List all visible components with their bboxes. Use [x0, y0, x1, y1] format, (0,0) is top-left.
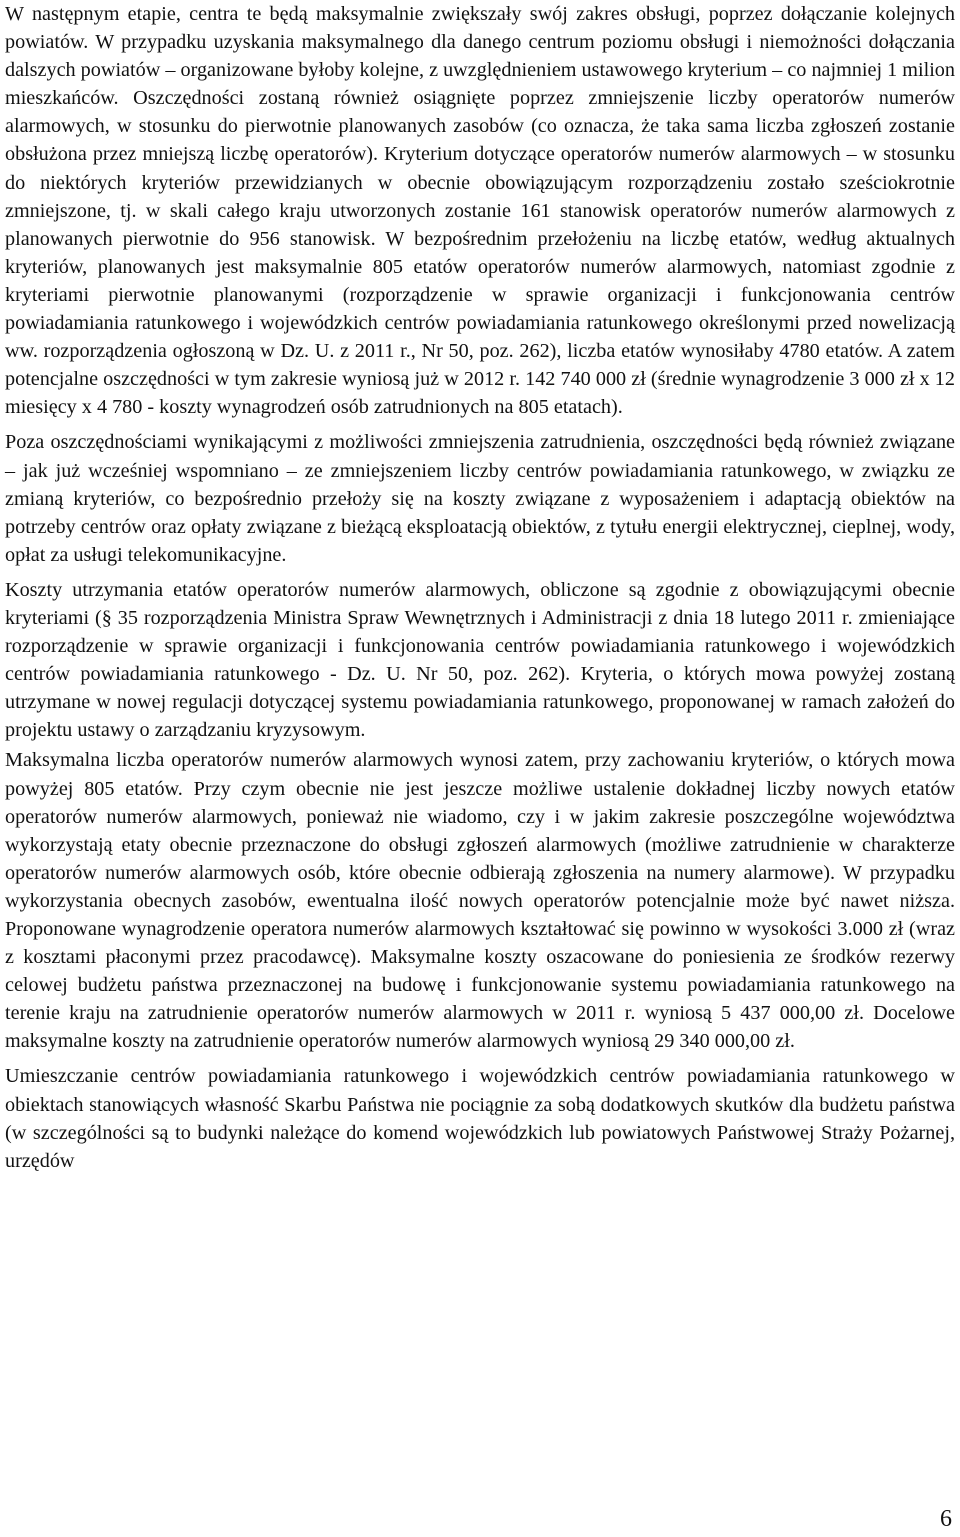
document-page: [5, 0, 955, 1175]
paragraph-savings-operators: W następnym etapie, centra te będą maksymalnie zwiększały swój zakres obsługi, poprzez dołączanie kolejnych powiatów. W przypadku uzyskania maksymalnego dla danego centrum poziomu obsługi i niemożności dołączania dalszych powiatów – organizowane byłoby kolejne, z uwzględnieniem ustawowego kryterium – co najmniej 1 milion mieszkańców. Oszczędności zostaną również osiągnięte poprzez zmniejszenie liczby operatorów numerów alarmowych, w stosunku do pierwotnie planowanych zasobów (co oznacza, że taka sama liczba zgłoszeń zostanie obsłużona przez mniejszą liczbę operatorów). Kryterium dotyczące operatorów numerów alarmowych – w stosunku do niektórych kryteriów przewidzianych w obecnie obowiązującym rozporządzeniu zostało sześciokrotnie zmniejszone, tj. w skali całego kraju utworzonych zostanie 161 stanowisk operatorów numerów alarmowych z planowanych pierwotnie do 956 stanowisk. W bezpośrednim przełożeniu na liczbę etatów, według aktualnych kryteriów, planowanych jest maksymalnie 805 etatów operatorów numerów alarmowych, natomiast zgodnie z kryteriami pierwotnie planowanymi (rozporządzenie w sprawie organizacji i funkcjonowania centrów powiadamiania ratunkowego i wojewódzkich centrów powiadamiania ratunkowego określonymi przed nowelizacją ww. rozporządzenia ogłoszoną w Dz. U. z 2011 r., Nr 50, poz. 262), liczba etatów wynosiłaby 4780 etatów. A zatem potencjalne oszczędności w tym zakresie wyniosą już w 2012 r. 142 740 000 zł (średnie wynagrodzenie 3 000 zł x 12 miesięcy x 4 780 - koszty wynagrodzeń osób zatrudnionych na 805 etatach).: [5, 3, 955, 419]
paragraph-max-operators: Maksymalna liczba operatorów numerów alarmowych wynosi zatem, przy zachowaniu kryteriów, o których mowa powyżej 805 etatów. Przy czym obecnie nie jest jeszcze możliwe ustalenie dokładnej liczby nowych etatów operatorów numerów alarmowych, ponieważ nie wiadomo, czy i w jakim zakresie poszczególne województwa wykorzystają etaty obecnie przeznaczone do obsługi zgłoszeń alarmowych (możliwe zatrudnienie w charakterze operatorów numerów alarmowych osób, które obecnie odbierają zgłoszenia na numery alarmowe). W przypadku wykorzystania obecnych zasobów, ewentualna ilość nowych operatorów potencjalnie może być nawet niższa. Proponowane wynagrodzenie operatora numerów alarmowych kształtować się powinno w wysokości 3.000 zł (wraz z kosztami płaconymi przez pracodawcę). Maksymalne koszty oszacowane do poniesienia ze środków rezerwy celowej budżetu państwa przeznaczonej na budowę i funkcjonowanie systemu powiadamiania ratunkowego na terenie kraju na zatrudnienie operatorów numerów alarmowych w 2011 r. wyniosą 5 437 000,00 zł. Docelowe maksymalne koszty na zatrudnienie operatorów numerów alarmowych wyniosą 29 340 000,00 zł.: [5, 749, 955, 1053]
paragraph-operator-costs: Koszty utrzymania etatów operatorów numerów alarmowych, obliczone są zgodnie z obowiązującymi obecnie kryteriami (§ 35 rozporządzenia Ministra Spraw Wewnętrznych i Administracji z dnia 18 lutego 2011 r. zmieniające rozporządzenie w sprawie organizacji i funkcjonowania centrów powiadamiania ratunkowego i wojewódzkich centrów powiadamiania ratunkowego - Dz. U. Nr 50, poz. 262). Kryteria, o których mowa powyżej zostaną utrzymane w nowej regulacji dotyczącej systemu powiadamiania ratunkowego, proponowanej w ramach założeń do projektu ustawy o zarządzaniu kryzysowym.: [5, 578, 955, 742]
paragraph-state-property: Umieszczanie centrów powiadamiania ratunkowego i wojewódzkich centrów powiadamiania ratunkowego w obiektach stanowiących własność Skarbu Państwa nie pociągnie za sobą dodatkowych skutków dla budżetu państwa (w szczególności są to budynki należące do komend wojewódzkich lub powiatowych Państwowej Straży Pożarnej, urzędów: [5, 1065, 955, 1172]
paragraph-savings-centers: Poza oszczędnościami wynikającymi z możliwości zmniejszenia zatrudnienia, oszczędności będą również związane – jak już wcześniej wspomniano – ze zmniejszeniem liczby centrów powiadamiania ratunkowego, w związku ze zmianą kryteriów, co bezpośrednio przełoży się na koszty związane z wyposażeniem i adaptacją obiektów na potrzeby centrów oraz opłaty związane z bieżącą eksploatacją obiektów, z tytułu energii elektrycznej, cieplnej, wody, opłat za usługi telekomunikacyjne.: [5, 431, 955, 566]
page-number: 6: [940, 1506, 952, 1532]
